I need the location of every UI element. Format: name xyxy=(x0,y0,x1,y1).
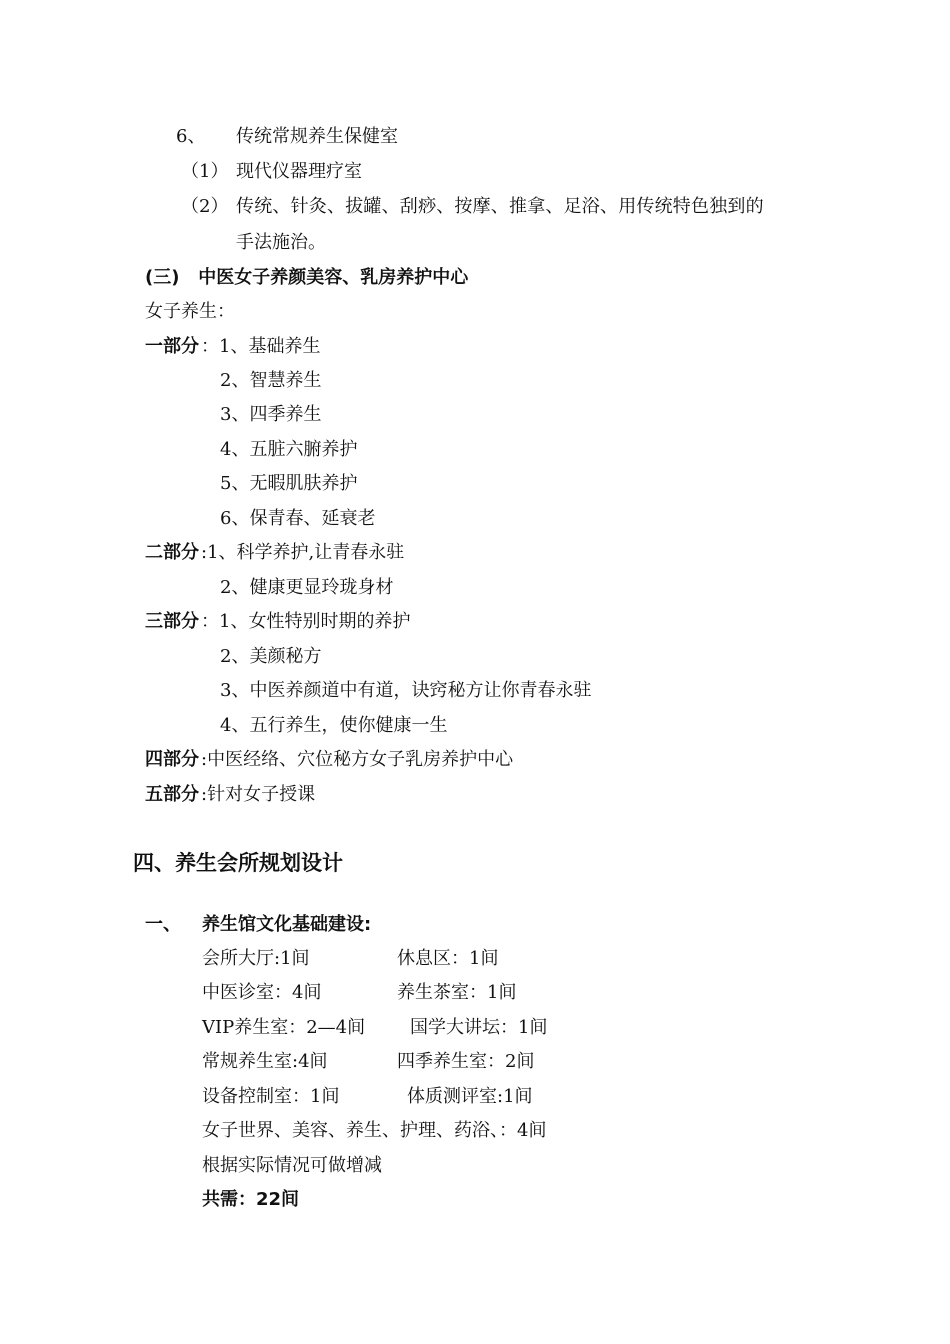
part-item: 2、智慧养生 xyxy=(220,370,322,391)
part-item: :1、科学养护,让青春永驻 xyxy=(201,542,405,563)
room-entry: 休息区：1间 xyxy=(397,948,499,969)
part-label: 四部分 xyxy=(145,749,199,770)
sub-list-text: 现代仪器理疗室 xyxy=(236,161,362,182)
part-item: 3、四季养生 xyxy=(220,404,322,425)
room-entry: 会所大厅:1间 xyxy=(202,948,310,969)
room-entry: 常规养生室:4间 xyxy=(202,1051,328,1072)
subsection-title: 养生馆文化基础建设: xyxy=(202,914,372,935)
part-item: 4、五脏六腑养护 xyxy=(220,439,358,460)
room-entry: 设备控制室：1间 xyxy=(202,1086,340,1107)
room-entry: 中医诊室：4间 xyxy=(202,982,322,1003)
intro-text: 女子养生： xyxy=(145,301,235,322)
part-item: 3、中医养颜道中有道，诀窍秘方让你青春永驻 xyxy=(220,680,592,701)
room-entry: 体质测评室:1间 xyxy=(407,1086,533,1107)
part-item: 5、无暇肌肤养护 xyxy=(220,473,358,494)
part-text: :针对女子授课 xyxy=(201,784,316,805)
part-label: 三部分 xyxy=(145,611,199,632)
sub-list-number: （2） xyxy=(181,196,229,217)
part-label: 二部分 xyxy=(145,542,199,563)
total-text: 共需：22间 xyxy=(202,1189,300,1210)
section-heading: (三) 中医女子养颜美容、乳房养护中心 xyxy=(145,267,469,288)
part-item: 2、美颜秘方 xyxy=(220,646,322,667)
part-item: 4、五行养生，使你健康一生 xyxy=(220,715,448,736)
sub-list-text-continued: 手法施治。 xyxy=(236,232,326,253)
room-entry: 女子世界、美容、养生、护理、药浴、：4间 xyxy=(202,1120,547,1141)
part-text: :中医经络、穴位秘方女子乳房养护中心 xyxy=(201,749,514,770)
part-item: 2、健康更显玲珑身材 xyxy=(220,577,394,598)
room-entry: VIP养生室：2—4间 xyxy=(202,1017,366,1038)
part-label: 五部分 xyxy=(145,784,199,805)
part-item: ：1、基础养生 xyxy=(201,336,321,357)
part-item: 6、保青春、延衰老 xyxy=(220,508,376,529)
room-entry: 养生茶室：1间 xyxy=(397,982,517,1003)
part-label: 一部分 xyxy=(145,336,199,357)
list-number: 6、 xyxy=(176,126,206,147)
section-heading: 四、养生会所规划设计 xyxy=(133,851,343,875)
note-text: 根据实际情况可做增减 xyxy=(202,1155,382,1176)
room-entry: 四季养生室：2间 xyxy=(397,1051,535,1072)
sub-list-text: 传统、针灸、拔罐、刮痧、按摩、推拿、足浴、用传统特色独到的 xyxy=(236,196,764,217)
sub-list-number: （1） xyxy=(181,161,229,182)
list-item-text: 传统常规养生保健室 xyxy=(236,126,398,147)
part-item: ：1、女性特别时期的养护 xyxy=(201,611,411,632)
subsection-number: 一、 xyxy=(145,914,181,935)
room-entry: 国学大讲坛：1间 xyxy=(410,1017,548,1038)
